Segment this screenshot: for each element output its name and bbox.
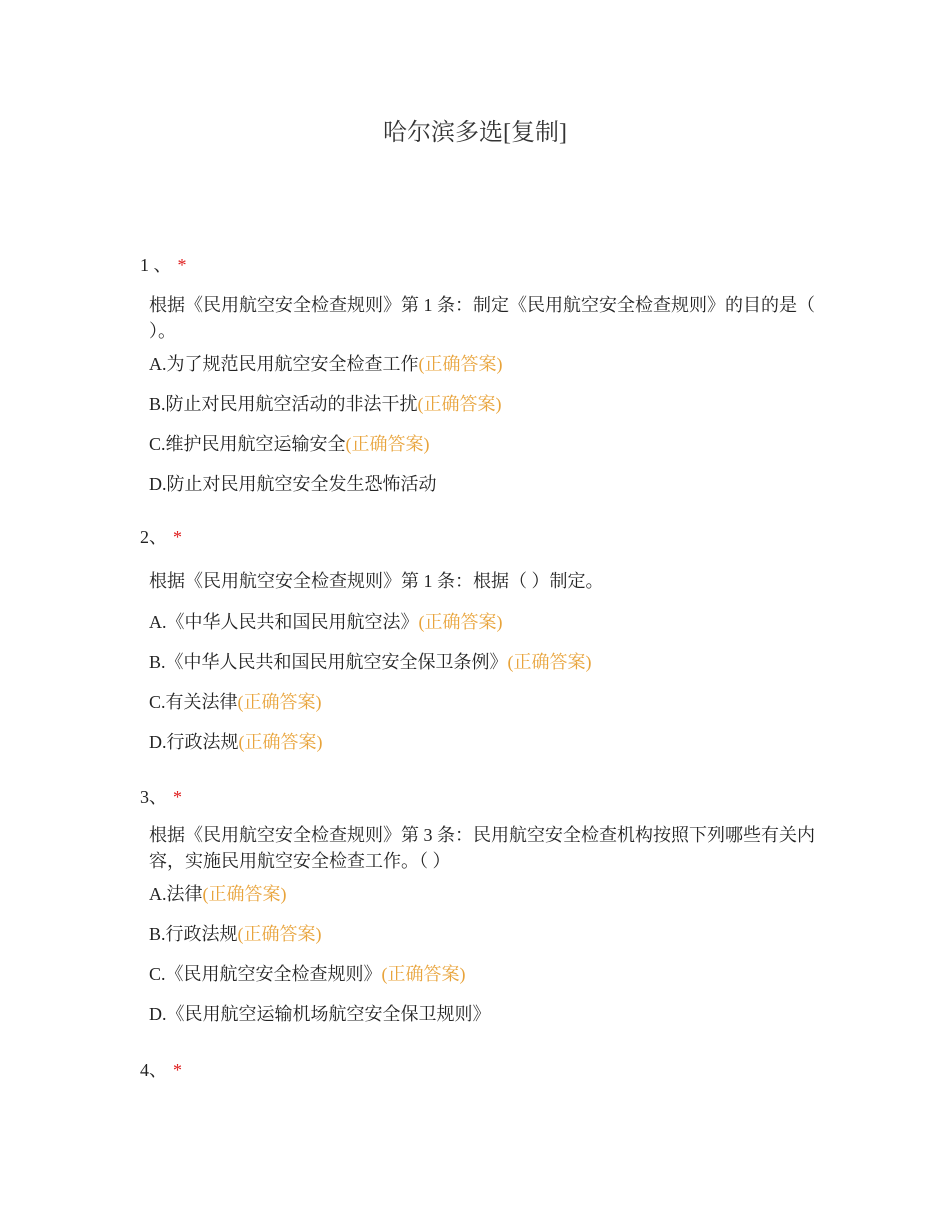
question-number-text: 2、	[140, 527, 167, 547]
correct-answer-tag: (正确答案)	[202, 884, 287, 904]
question-number	[140, 786, 820, 808]
correct-answer-tag: (正确答案)	[237, 692, 322, 712]
option-text: B.防止对民用航空活动的非法干扰	[149, 394, 418, 414]
option-a[interactable]	[149, 882, 820, 906]
option-text: D.防止对民用航空安全发生恐怖活动	[149, 474, 437, 494]
option-b[interactable]	[149, 650, 820, 674]
option-text: B.《中华人民共和国民用航空安全保卫条例》	[149, 652, 508, 672]
question-2	[140, 526, 820, 754]
correct-answer-tag: (正确答案)	[418, 354, 503, 374]
correct-answer-tag: (正确答案)	[237, 924, 322, 944]
option-text: D.行政法规	[149, 732, 239, 752]
option-d[interactable]	[149, 730, 820, 754]
option-a[interactable]	[149, 352, 820, 376]
option-text: B.行政法规	[149, 924, 238, 944]
correct-answer-tag: (正确答案)	[345, 434, 430, 454]
correct-answer-tag: (正确答案)	[417, 394, 502, 414]
required-marker: *	[177, 255, 187, 275]
option-text: D.《民用航空运输机场航空安全保卫规则》	[149, 1004, 491, 1024]
option-text: C.维护民用航空运输安全	[149, 434, 346, 454]
question-stem: 根据《民用航空安全检查规则》第 3 条：民用航空安全检查机构按照下列哪些有关内容，实施民用航空安全检查工作。（ ）	[149, 825, 815, 871]
option-text: A.法律	[149, 884, 203, 904]
option-c[interactable]	[149, 690, 820, 714]
question-number-text: 3、	[140, 787, 167, 807]
option-text: C.有关法律	[149, 692, 238, 712]
option-text: C.《民用航空安全检查规则》	[149, 964, 382, 984]
option-text: A.《中华人民共和国民用航空法》	[149, 612, 419, 632]
required-marker: *	[173, 787, 182, 807]
question-number	[140, 1059, 820, 1081]
page-title: 哈尔滨多选[复制]	[383, 120, 567, 146]
option-b[interactable]	[149, 392, 820, 416]
question-number-text: 1 、	[140, 255, 172, 275]
question-number	[140, 254, 820, 276]
correct-answer-tag: (正确答案)	[238, 732, 323, 752]
option-d[interactable]	[149, 472, 820, 496]
question-1	[140, 254, 820, 496]
question-number	[140, 526, 820, 548]
option-c[interactable]	[149, 962, 820, 986]
option-text: A.为了规范民用航空安全检查工作	[149, 354, 419, 374]
question-4	[140, 1059, 820, 1081]
correct-answer-tag: (正确答案)	[507, 652, 592, 672]
question-stem: 根据《民用航空安全检查规则》第 1 条：制定《民用航空安全检查规则》的目的是（ ）。	[149, 295, 815, 341]
option-c[interactable]	[149, 432, 820, 456]
required-marker: *	[173, 527, 182, 547]
option-a[interactable]	[149, 610, 820, 634]
question-stem: 根据《民用航空安全检查规则》第 1 条：根据（ ）制定。	[149, 571, 604, 591]
correct-answer-tag: (正确答案)	[418, 612, 503, 632]
option-d[interactable]	[149, 1002, 820, 1026]
question-3	[140, 786, 820, 1026]
option-b[interactable]	[149, 922, 820, 946]
correct-answer-tag: (正确答案)	[381, 964, 466, 984]
required-marker: *	[173, 1060, 182, 1080]
question-number-text: 4、	[140, 1060, 167, 1080]
